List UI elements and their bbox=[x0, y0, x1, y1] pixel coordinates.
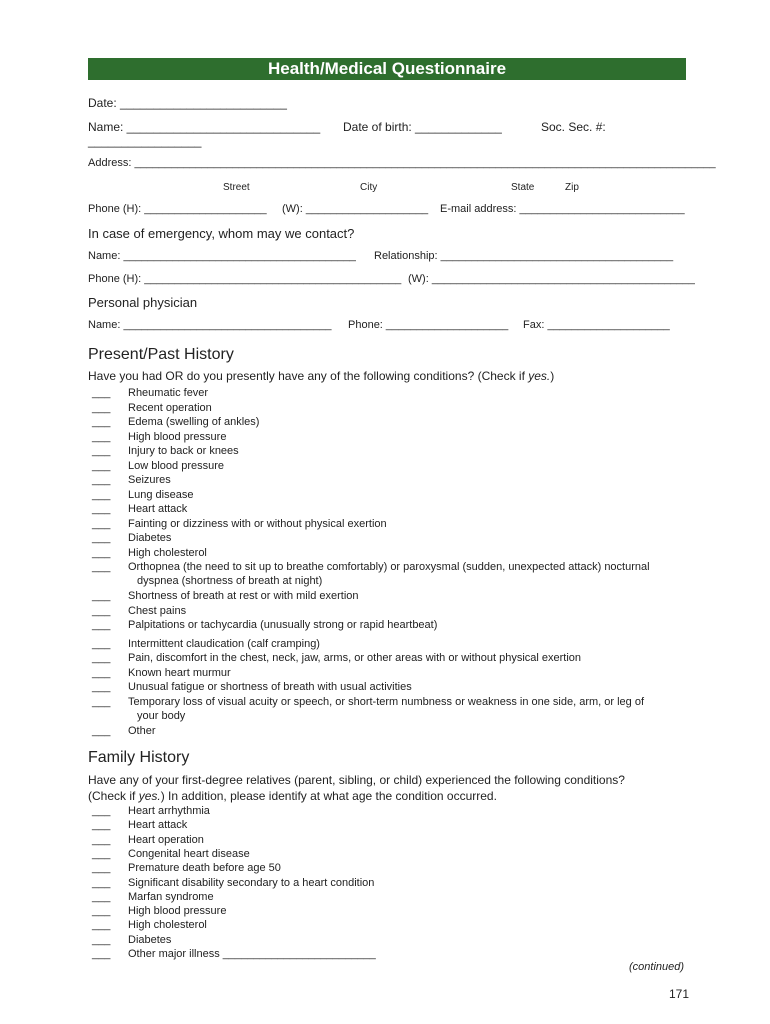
condition-checkbox-blank[interactable]: ___ bbox=[92, 604, 111, 617]
condition-item bbox=[92, 681, 412, 693]
condition-item bbox=[92, 430, 227, 443]
family-condition-checkbox-blank[interactable]: ___ bbox=[92, 905, 111, 918]
condition-checkbox-blank[interactable]: ___ bbox=[92, 666, 111, 679]
condition-label: Low blood pressure bbox=[128, 459, 225, 472]
condition-label: Edema (swelling of ankles) bbox=[128, 416, 260, 428]
condition-label: Diabetes bbox=[128, 532, 172, 544]
emergency-heading: In case of emergency, whom may we contact? bbox=[88, 226, 355, 241]
date-field[interactable]: Date: _________________________ bbox=[88, 96, 287, 110]
condition-checkbox-blank[interactable]: ___ bbox=[92, 387, 111, 399]
condition-checkbox-blank[interactable]: ___ bbox=[92, 401, 111, 414]
condition-checkbox-blank[interactable]: ___ bbox=[92, 652, 111, 664]
family-condition-item bbox=[92, 847, 250, 860]
family-condition-label: Significant disability secondary to a heart condition bbox=[128, 876, 375, 889]
condition-checkbox-blank[interactable]: ___ bbox=[92, 590, 111, 602]
dob-field[interactable]: Date of birth: _____________ bbox=[343, 120, 502, 134]
family-condition-checkbox-blank[interactable]: ___ bbox=[92, 890, 111, 903]
condition-label: Fainting or dizziness with or without physical exertion bbox=[128, 517, 387, 530]
condition-item bbox=[92, 488, 194, 501]
condition-item bbox=[92, 503, 188, 515]
condition-item bbox=[92, 590, 359, 602]
work-phone-field[interactable]: (W): ____________________ bbox=[282, 203, 429, 215]
condition-item bbox=[92, 604, 187, 617]
emergency-work-phone-field[interactable]: (W): ___________________________________________ bbox=[408, 273, 695, 285]
family-condition-label: Marfan syndrome bbox=[128, 890, 214, 903]
family-condition-item bbox=[92, 905, 227, 918]
physician-fax-field[interactable]: Fax: ____________________ bbox=[523, 319, 670, 331]
condition-checkbox-blank[interactable]: ___ bbox=[92, 532, 111, 544]
physician-phone-field[interactable]: Phone: ____________________ bbox=[348, 319, 509, 331]
condition-item bbox=[92, 619, 438, 631]
page-number: 171 bbox=[669, 987, 690, 1001]
condition-checkbox-blank[interactable]: ___ bbox=[92, 619, 111, 631]
family-condition-label: Other major illness _________________________ bbox=[128, 948, 376, 960]
family-condition-checkbox-blank[interactable]: ___ bbox=[92, 948, 111, 960]
condition-checkbox-blank[interactable]: ___ bbox=[92, 681, 111, 693]
family-condition-item bbox=[92, 862, 281, 875]
condition-label: Other bbox=[128, 724, 156, 737]
email-field[interactable]: E-mail address: ___________________________ bbox=[440, 203, 685, 215]
family-condition-checkbox-blank[interactable]: ___ bbox=[92, 919, 111, 932]
condition-item bbox=[92, 532, 172, 544]
condition-label: Heart attack bbox=[128, 503, 188, 515]
family-condition-checkbox-blank[interactable]: ___ bbox=[92, 876, 111, 889]
condition-checkbox-blank[interactable]: ___ bbox=[92, 445, 111, 457]
condition-label: High cholesterol bbox=[128, 546, 207, 559]
condition-item bbox=[92, 561, 650, 587]
emergency-relationship-field[interactable]: Relationship: ______________________________________ bbox=[374, 250, 674, 262]
family-condition-item bbox=[92, 890, 214, 903]
condition-checkbox-blank[interactable]: ___ bbox=[92, 474, 111, 486]
condition-label-continued: dyspnea (shortness of breath at night) bbox=[137, 575, 323, 587]
condition-label: Intermittent claudication (calf cramping) bbox=[128, 637, 320, 650]
condition-label: Pain, discomfort in the chest, neck, jaw, arms, or other areas with or without physical exertion bbox=[128, 652, 582, 664]
condition-label: Recent operation bbox=[128, 401, 212, 414]
condition-item bbox=[92, 637, 320, 650]
condition-item bbox=[92, 666, 231, 679]
family-condition-checkbox-blank[interactable]: ___ bbox=[92, 933, 111, 946]
present-past-intro: Have you had OR do you presently have any of the following conditions? (Check if yes.) bbox=[88, 369, 555, 383]
condition-item bbox=[92, 416, 260, 428]
family-condition-label: Diabetes bbox=[128, 933, 172, 946]
family-condition-label: High cholesterol bbox=[128, 919, 207, 932]
family-condition-checkbox-blank[interactable]: ___ bbox=[92, 805, 111, 817]
condition-label: Lung disease bbox=[128, 488, 194, 501]
page-title: Health/Medical Questionnaire bbox=[88, 58, 686, 80]
condition-checkbox-blank[interactable]: ___ bbox=[92, 459, 111, 472]
emergency-home-phone-field[interactable]: Phone (H): __________________________________________ bbox=[88, 273, 402, 285]
family-condition-checkbox-blank[interactable]: ___ bbox=[92, 847, 111, 860]
present-past-heading: Present/Past History bbox=[88, 346, 234, 363]
condition-label: Known heart murmur bbox=[128, 666, 231, 679]
condition-item bbox=[92, 546, 207, 559]
ssn-label: Soc. Sec. #: bbox=[541, 120, 606, 134]
family-condition-item bbox=[92, 819, 188, 832]
condition-item bbox=[92, 695, 645, 722]
physician-heading: Personal physician bbox=[88, 295, 198, 310]
family-condition-item bbox=[92, 933, 172, 946]
condition-item bbox=[92, 387, 209, 399]
street-label: Street bbox=[223, 182, 250, 193]
condition-checkbox-blank[interactable]: ___ bbox=[92, 430, 111, 443]
family-condition-label: Heart operation bbox=[128, 833, 204, 846]
condition-label: Orthopnea (the need to sit up to breathe comfortably) or paroxysmal (sudden, unexpected attack) nocturnal bbox=[128, 561, 650, 573]
emergency-name-field[interactable]: Name: ______________________________________ bbox=[88, 250, 356, 262]
family-condition-item bbox=[92, 919, 207, 932]
family-condition-checkbox-blank[interactable]: ___ bbox=[92, 862, 111, 875]
condition-item bbox=[92, 401, 212, 414]
family-condition-label: Heart attack bbox=[128, 819, 188, 832]
condition-checkbox-blank[interactable]: ___ bbox=[92, 517, 111, 530]
condition-checkbox-blank[interactable]: ___ bbox=[92, 488, 111, 501]
family-condition-checkbox-blank[interactable]: ___ bbox=[92, 819, 111, 832]
family-condition-checkbox-blank[interactable]: ___ bbox=[92, 833, 111, 846]
condition-item bbox=[92, 445, 239, 457]
condition-label: Rheumatic fever bbox=[128, 387, 209, 399]
ssn-field[interactable]: _________________ bbox=[88, 134, 202, 148]
condition-checkbox-blank[interactable]: ___ bbox=[92, 546, 111, 559]
zip-label: Zip bbox=[565, 182, 579, 193]
family-condition-item bbox=[92, 805, 210, 817]
city-label: City bbox=[360, 182, 378, 193]
name-field[interactable]: Name: _____________________________ bbox=[88, 120, 321, 134]
condition-label: Shortness of breath at rest or with mild exertion bbox=[128, 590, 359, 602]
family-condition-label: High blood pressure bbox=[128, 905, 227, 918]
condition-label: High blood pressure bbox=[128, 430, 227, 443]
condition-checkbox-blank[interactable]: ___ bbox=[92, 561, 111, 573]
condition-item bbox=[92, 517, 387, 530]
condition-item bbox=[92, 724, 156, 737]
family-intro-line2: (Check if yes.) In addition, please identify at what age the condition occurred. bbox=[88, 789, 497, 803]
family-condition-label: Heart arrhythmia bbox=[128, 805, 210, 817]
address-field[interactable]: Address: _______________________________________________________________________________________________ bbox=[88, 157, 716, 169]
condition-checkbox-blank[interactable]: ___ bbox=[92, 503, 111, 515]
condition-checkbox-blank[interactable]: ___ bbox=[92, 637, 111, 650]
condition-label: Temporary loss of visual acuity or speech, or short-term numbness or weakness in one side, arm, or leg of bbox=[128, 695, 645, 708]
condition-label: Injury to back or knees bbox=[128, 445, 239, 457]
family-condition-item bbox=[92, 948, 376, 960]
condition-checkbox-blank[interactable]: ___ bbox=[92, 724, 111, 737]
condition-label: Unusual fatigue or shortness of breath with usual activities bbox=[128, 681, 412, 693]
condition-item bbox=[92, 474, 171, 486]
physician-name-field[interactable]: Name: __________________________________ bbox=[88, 319, 332, 331]
family-condition-item bbox=[92, 833, 204, 846]
family-condition-item bbox=[92, 876, 375, 889]
state-label: State bbox=[511, 182, 535, 193]
family-condition-label: Congenital heart disease bbox=[128, 847, 250, 860]
condition-label: Palpitations or tachycardia (unusually strong or rapid heartbeat) bbox=[128, 619, 438, 631]
family-condition-label: Premature death before age 50 bbox=[128, 862, 281, 875]
condition-label: Chest pains bbox=[128, 604, 187, 617]
condition-label: Seizures bbox=[128, 474, 171, 486]
condition-item bbox=[92, 652, 582, 664]
condition-item bbox=[92, 459, 225, 472]
home-phone-field[interactable]: Phone (H): ____________________ bbox=[88, 203, 267, 215]
condition-checkbox-blank[interactable]: ___ bbox=[92, 416, 111, 428]
family-intro-line1: Have any of your first-degree relatives (parent, sibling, or child) experienced the following conditions? bbox=[88, 773, 625, 787]
condition-label-continued: your body bbox=[137, 709, 186, 722]
continued-note: (continued) bbox=[629, 961, 685, 973]
family-history-heading: Family History bbox=[88, 749, 190, 766]
condition-checkbox-blank[interactable]: ___ bbox=[92, 695, 111, 708]
